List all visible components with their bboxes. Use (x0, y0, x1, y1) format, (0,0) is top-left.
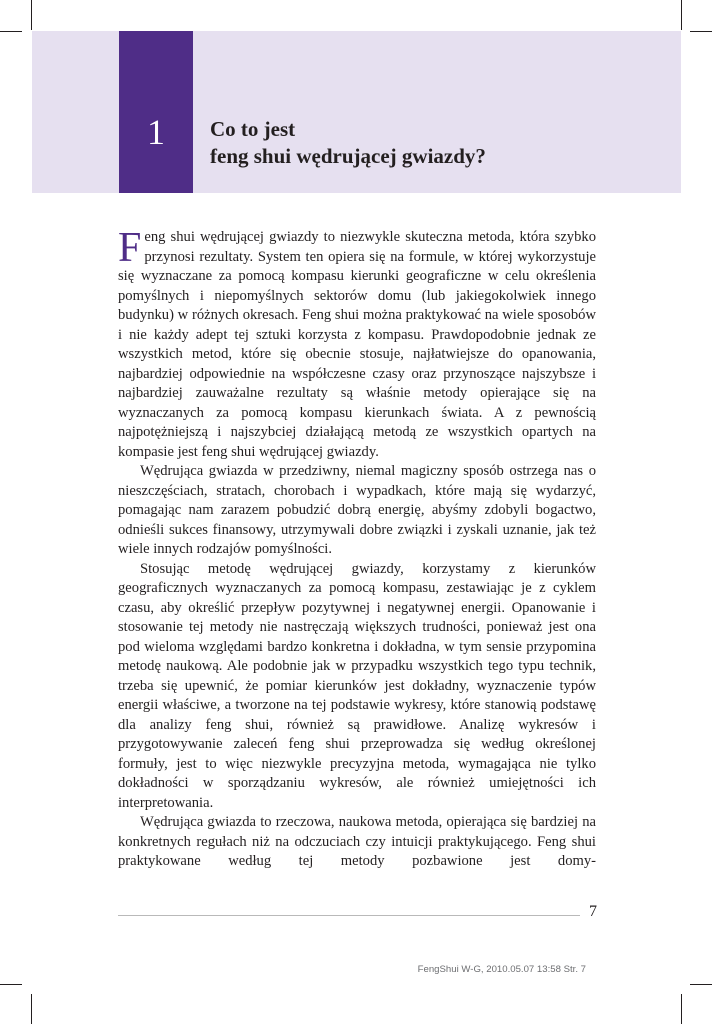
crop-mark (0, 984, 22, 985)
crop-mark (690, 31, 712, 32)
body-text (118, 225, 596, 872)
crop-mark (681, 0, 682, 30)
crop-mark (681, 994, 682, 1024)
crop-mark (690, 984, 712, 985)
chapter-title: Co to jest feng shui wędrującej gwiazdy? (210, 117, 486, 168)
paragraph: Wędrująca gwiazda to rzeczowa, naukowa metoda, opierająca się bardziej na konkretnych regułach niż na odczuciach czy intuicji praktykującego. Feng shui praktykowane według tej metody pozbawione jest domy- (118, 814, 596, 869)
paragraph (118, 225, 596, 462)
crop-mark (31, 994, 32, 1024)
chapter-number-box (119, 31, 193, 193)
paragraph-text: eng shui wędrującej gwiazdy to niezwykle skuteczna metoda, która szybko przynosi rezultaty. System ten opiera się na formule, w której wykorzystuje się wyznaczane za pomocą kompasu kierunki geograficzne w celu określenia pomyślnych i niepomyślnych sektorów domu (lub jakiegokolwiek innego budynku) w różnych okresach. Feng shui można praktykować na wiele sposobów i nie każdy adept tej sztuki korzysta z kompasu. Prawdopodobnie jednak ze wszystkich metod, które się obecnie stosuje, najłatwiejsze do opanowania, najbardziej odpowiednie na współczesne czasy oraz przynoszące najszybsze i najbardziej zauważalne rezultaty są właśnie metody opierające się na wyznaczanych za pomocą kompasu kierunkach świata. A z pewnością najpotężniejszą i najszybciej działającą metodą ze wszystkich opartych na kompasie jest feng shui wędrującej gwiazdy. (118, 229, 596, 460)
footer-rule (118, 915, 580, 916)
drop-cap: F (118, 225, 142, 271)
chapter-number: 1 (147, 112, 165, 152)
print-slug: FengShui W-G, 2010.05.07 13:58 Str. 7 (417, 964, 586, 975)
crop-mark (0, 31, 22, 32)
paragraph: Wędrująca gwiazda w przedziwny, niemal magiczny sposób ostrzega nas o nieszczęściach, stratach, chorobach i wypadkach, które mają się wydarzyć, pomagając nam zarazem pobudzić dobrą energię, abyśmy zdobyli bogactwo, odnieśli sukces finansowy, utrzymywali dobre związki i zyskali uznanie, jak też wiele innych rodzajów pomyślności. (118, 463, 596, 557)
crop-mark (31, 0, 32, 30)
paragraph: Stosując metodę wędrującej gwiazdy, korzystamy z kierunków geograficznych wyznaczanych za pomocą kompasu, zestawiając je z cyklem czasu, aby określić przepływ pozytywnej i negatywnej energii. Opanowanie i stosowanie tej metody nie nastręczają większych trudności, ponieważ jest ona pod wieloma względami bardzo konkretna i dokładna, w tym sensie przypomina metodę naukową. Ale podobnie jak w przypadku wszystkich tego typu technik, trzeba się upewnić, że pomiar kierunków jest dokładny, wyznaczenie typów energii właściwe, a tworzone na tej podstawie wykresy, które stanowią podstawę dla analizy feng shui, również są prawidłowe. Analizę wykresów i przygotowywanie zaleceń feng shui przeprowadza się według określonej formuły, jest to więc niezwykle precyzyjna metoda, wymagająca nie tylko dokładności w sporządzaniu wykresów, ale również umiejętności ich interpretowania. (118, 560, 596, 811)
page-number: 7 (589, 903, 597, 920)
